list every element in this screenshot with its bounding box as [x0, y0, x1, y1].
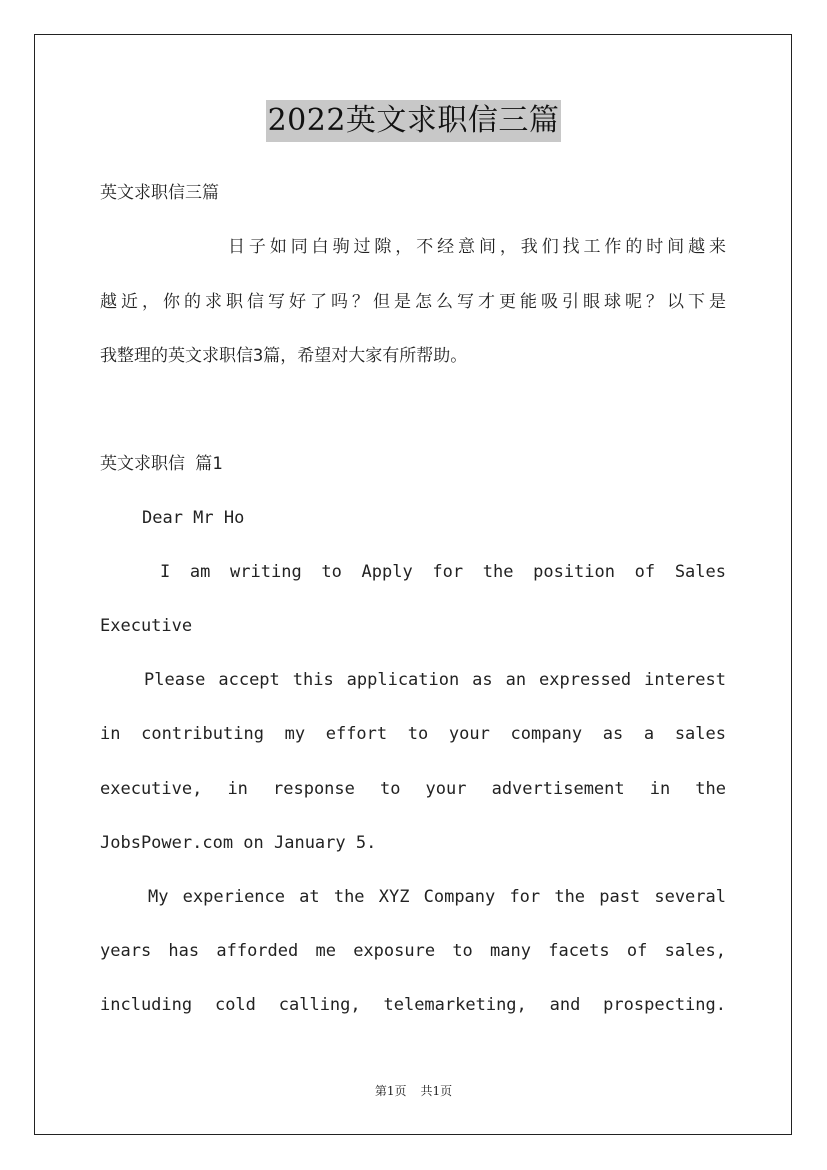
para2-line-2: in contributing my effort to your company as a sales — [100, 724, 726, 744]
para3-line-3: including cold calling, telemarketing, and prospecting. — [100, 995, 726, 1015]
para2-line-4: JobsPower.com on January 5. — [100, 833, 377, 853]
para2-line-3: executive, in response to your advertisement in the — [100, 779, 726, 799]
letter-salutation: Dear Mr Ho — [142, 508, 245, 528]
para3-line-1: My experience at the XYZ Company for the past several — [148, 887, 726, 907]
section-heading: 英文求职信 篇1 — [100, 454, 223, 474]
para1-line-2: Executive — [100, 616, 193, 636]
para2-line-1: Please accept this application as an expressed interest — [144, 670, 726, 690]
para3-line-2: years has afforded me exposure to many facets of sales, — [100, 941, 726, 961]
page-number: 第1页 — [374, 1084, 407, 1098]
title-container — [0, 100, 827, 142]
intro-line-2: 越近，你的求职信写好了吗？但是怎么写才更能吸引眼球呢？以下是 — [100, 292, 726, 312]
intro-line-3: 我整理的英文求职信3篇，希望对大家有所帮助。 — [100, 346, 468, 366]
document-heading: 英文求职信三篇 — [100, 183, 219, 203]
intro-line-1: 日子如同白驹过隙，不经意间，我们找工作的时间越来 — [228, 237, 726, 257]
page-footer — [0, 1083, 827, 1099]
page-total: 共1页 — [420, 1084, 453, 1098]
para1-line-1: I am writing to Apply for the position of Sales — [160, 562, 726, 582]
document-title: 2022英文求职信三篇 — [266, 100, 562, 142]
